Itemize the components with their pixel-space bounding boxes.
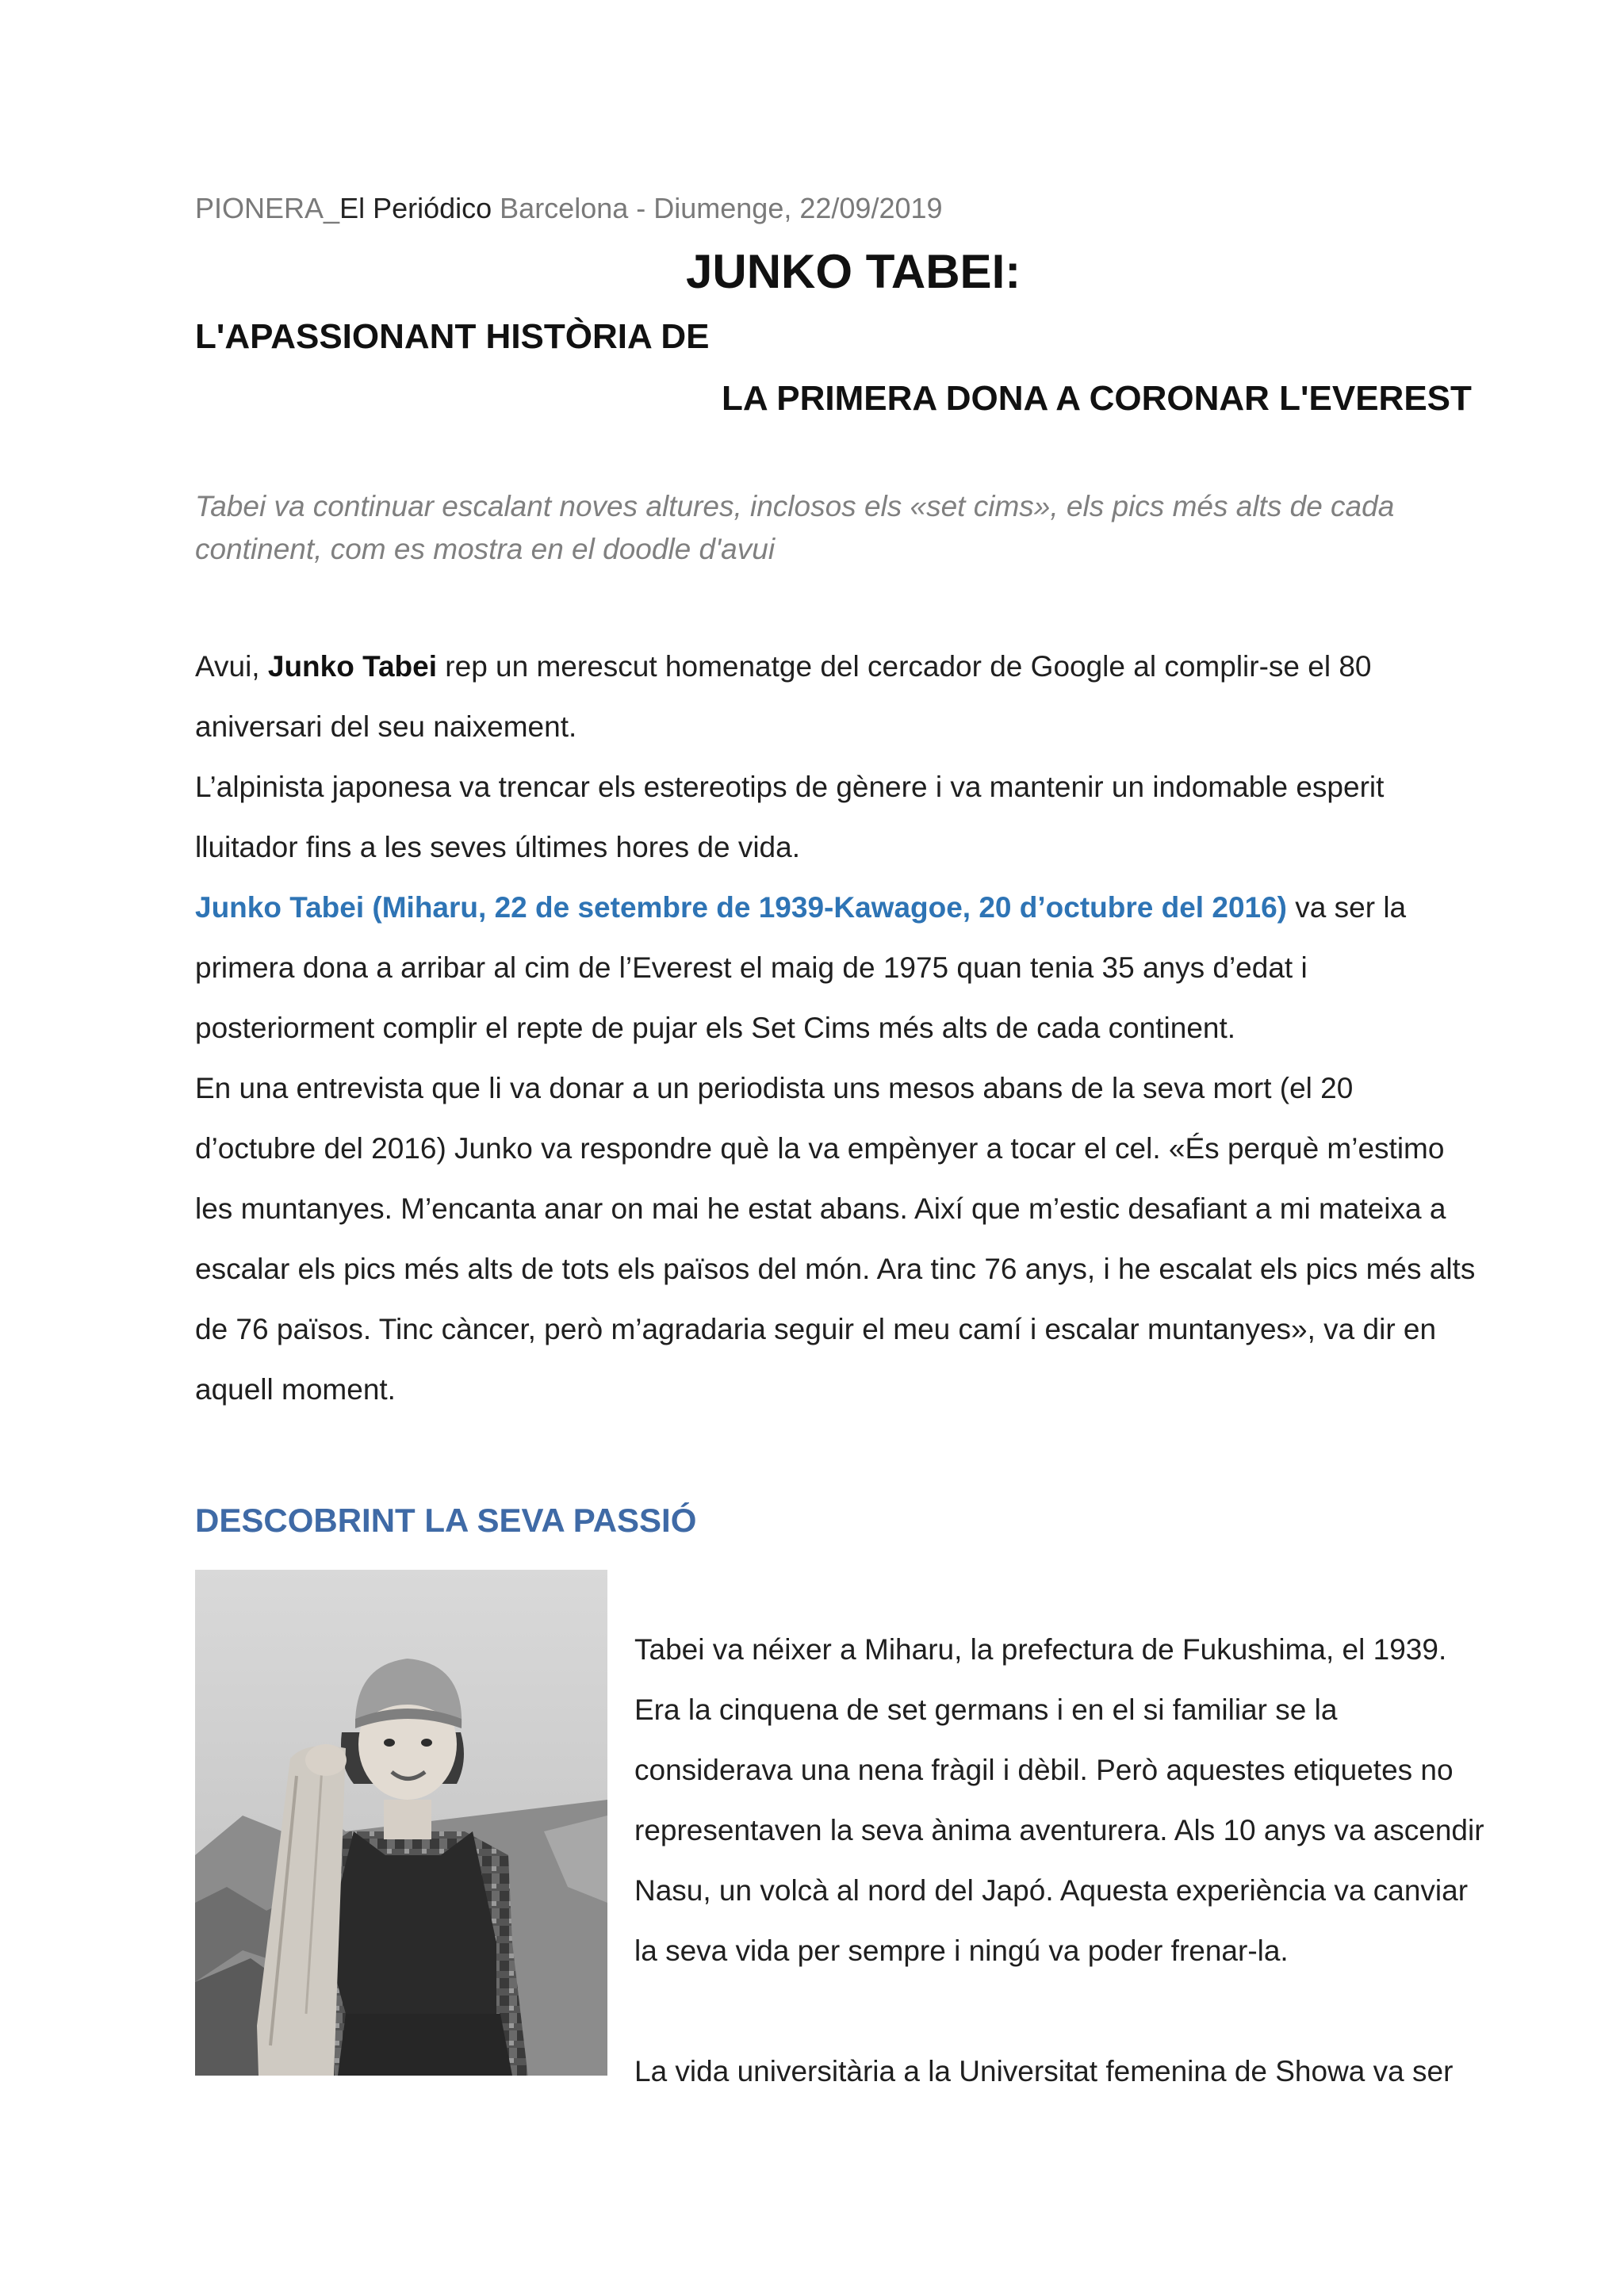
body-text: va ser la: [1287, 891, 1407, 924]
body-line: les muntanyes. M’encanta anar on mai he estat abans. Així que m’estic desafiant a mi mateixa a: [195, 1192, 1446, 1225]
body-line: d’octubre del 2016) Junko va respondre què la va empènyer a tocar el cel. «És perquè m’estimo: [195, 1132, 1445, 1165]
body-line: escalar els pics més alts de tots els països del món. Ara tinc 76 anys, i he escalat els pics més alts: [195, 1253, 1476, 1285]
body-text: Avui,: [195, 650, 268, 683]
side-text-line: considerava una nena fràgil i dèbil. Però aquestes etiquetes no: [634, 1754, 1454, 1786]
body-line: En una entrevista que li va donar a un periodista uns mesos abans de la seva mort (el 20: [195, 1072, 1354, 1104]
publication-name: El Periódico: [339, 192, 492, 224]
side-text-line: la seva vida per sempre i ningú va poder frenar-la.: [634, 1934, 1289, 1967]
side-text-line: Era la cinquena de set germans i en el si familiar se la: [634, 1693, 1338, 1726]
portrait-photo: [195, 1570, 607, 2076]
side-text-line: La vida universitària a la Universitat femenina de Showa va ser: [634, 2055, 1454, 2087]
article-title: JUNKO TABEI:: [686, 245, 1021, 298]
body-line: lluitador fins a les seves últimes hores de vida.: [195, 831, 800, 863]
body-line: posteriorment complir el repte de pujar els Set Cims més alts de cada continent.: [195, 1012, 1236, 1044]
side-text-line: Tabei va néixer a Miharu, la prefectura de Fukushima, el 1939.: [634, 1633, 1447, 1666]
side-text-line: representaven la seva ànima aventurera. Als 10 anys va ascendir: [634, 1814, 1484, 1846]
source-prefix: PIONERA_: [195, 192, 340, 224]
biography-link[interactable]: Junko Tabei (Miharu, 22 de setembre de 1939-Kawagoe, 20 d’octubre del 2016): [195, 891, 1288, 924]
section-heading: DESCOBRINT LA SEVA PASSIÓ: [195, 1502, 697, 1539]
body-line: de 76 països. Tinc càncer, però m’agradaria seguir el meu camí i escalar muntanyes», va dir en: [195, 1313, 1437, 1345]
body-line: L’alpinista japonesa va trencar els estereotips de gènere i va mantenir un indomable esperit: [195, 771, 1385, 803]
body-line: [195, 650, 1372, 683]
body-line: aniversari del seu naixement.: [195, 710, 577, 743]
body-line: primera dona a arribar al cim de l’Everest el maig de 1975 quan tenia 35 anys d’edat i: [195, 951, 1308, 984]
bold-name: Junko Tabei: [267, 650, 438, 683]
article-lede: Tabei va continuar escalant noves altures, inclosos els «set cims», els pics més alts de cada continent, com es mostra en el doodle d'avui: [195, 490, 1395, 565]
body-line: aquell moment.: [195, 1373, 396, 1406]
body-line: [195, 891, 1406, 924]
article-subtitle-line-1: L'APASSIONANT HISTÒRIA DE: [195, 317, 710, 356]
side-text-line: Nasu, un volcà al nord del Japó. Aquesta experiència va canviar: [634, 1874, 1469, 1907]
source-line: [195, 192, 943, 225]
body-text: rep un merescut homenatge del cercador de Google al complir-se el 80: [437, 650, 1372, 683]
location-date: Barcelona - Diumenge, 22/09/2019: [492, 192, 943, 224]
article-subtitle-line-2: LA PRIMERA DONA A CORONAR L'EVEREST: [722, 379, 1472, 418]
